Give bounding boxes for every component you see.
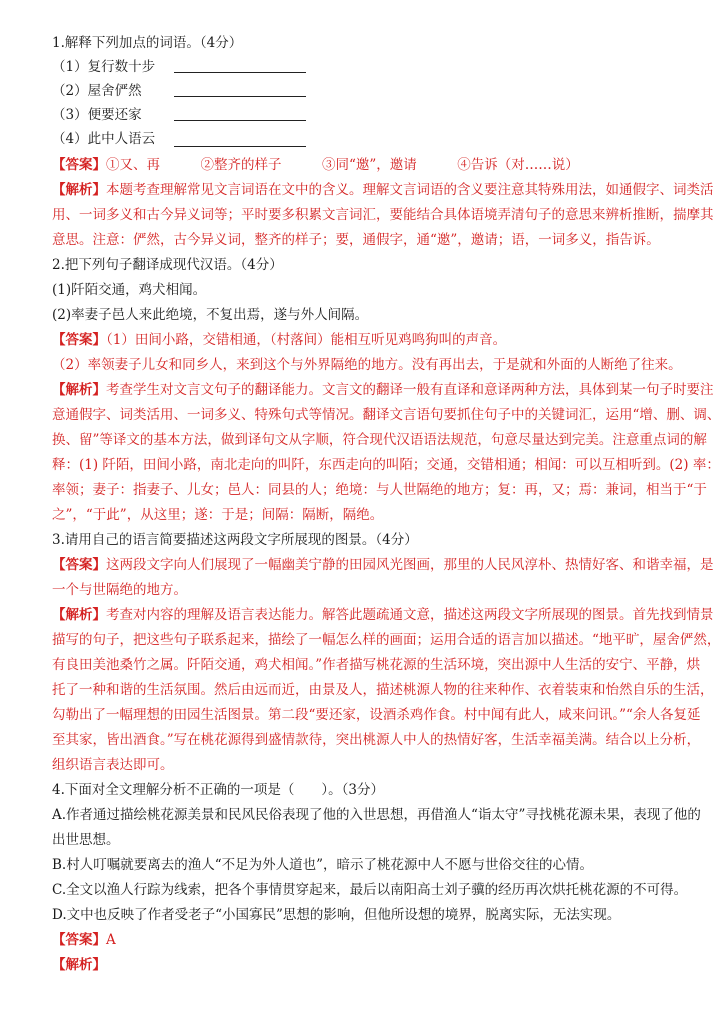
q1-item-2: （2）屋舍俨然 [52,83,142,99]
q2-analysis-line-1: 【解析】考查学生对文言文句子的翻译能力。文言文的翻译一般有直译和意译两种方法，具体到某一句子时要注 [52,382,714,398]
answer-tag: 【答案】 [52,557,106,573]
q4-option-c: C.全文以渔人行踪为线索，把各个事情贯穿起来，最后以南阳高士刘子骥的经历再次烘托桃花源的不可得。 [52,882,688,898]
q3-analysis-line-4: 托了一种和谐的生活氛围。然后由远而近，由景及人，描述桃源人物的往来种作、衣着装束和怡然自乐的生活， [52,682,714,698]
q1-analysis-line-3: 意思。注意：俨然，古今异义词，整齐的样子；要，通假字，通“邀”，邀请；语，一词多义，指告诉。 [52,232,660,248]
q3-analysis-line-1: 【解析】考查对内容的理解及语言表达能力。解答此题疏通文意，描述这两段文字所展现的图景。首先找到情景 [52,607,714,623]
answer-blank-4 [174,146,306,147]
q3-answer-line-1: 【答案】这两段文字向人们展现了一幅幽美宁静的田园风光图画，那里的人民风淳朴、热情好客、和谐幸福，是 [52,557,714,573]
q3-analysis-line-6: 至其家，皆出酒食。”写在桃花源得到盛情款待，突出桃源人中人的热情好客，生活幸福美满。结合以上分析， [52,732,701,748]
q1-item-1: （1）复行数十步 [52,59,156,75]
analysis-tag: 【解析】 [52,957,106,973]
q1-item-3: （3）便要还家 [52,107,142,123]
q2-item-2: (2)率妻子邑人来此绝境，不复出焉，遂与外人间隔。 [52,307,369,323]
analysis-tag: 【解析】 [52,382,106,398]
q3-analysis-line-7: 组织语言表达即可。 [52,757,174,773]
q1-item-4: （4）此中人语云 [52,131,156,147]
q2-analysis-line-4: 释：(1) 阡陌，田间小路，南北走向的叫阡，东西走向的叫陌；交通，交错相通；相闻：可以互相听到。(2) 率： [52,457,720,473]
q3-analysis-line-3: 有良田美池桑竹之属。阡陌交通，鸡犬相闻。”作者描写桃花源的生活环境，突出源中人生活的安宁、平静，烘 [52,657,701,673]
q1-title: 1.解释下列加点的词语。（4分） [52,35,243,51]
answer-tag: 【答案】 [52,157,106,173]
analysis-tag: 【解析】 [52,182,106,198]
q4-analysis [52,954,674,976]
q3-answer-line-2: 一个与世隔绝的地方。 [52,582,187,598]
q4-answer-text: A [106,932,116,948]
answer-blank-1 [174,72,306,73]
q3-analysis-line-2: 描写的句子，把这些句子联系起来，描绘了一幅怎么样的画面；运用合适的语言加以描述。“地平旷，屋舍俨然， [52,632,720,648]
q2-analysis-line-3: 换、留”等译文的基本方法，做到译句文从字顺，符合现代汉语语法规范，句意尽量达到完美。注意重点词的解 [52,432,707,448]
q4-option-b: B.村人叮嘱就要离去的渔人“不足为外人道也”，暗示了桃花源中人不愿与世俗交往的心情。 [52,857,594,873]
q1-answer-text: ①又、再 ②整齐的样子 ③同“邀”，邀请 ④告诉（对……说） [106,157,579,173]
q4-option-a-line-1: A.作者通过描绘桃花源美景和民风民俗表现了他的入世思想，再借渔人“诣太守”寻找桃花源未果，表现了他的 [52,807,701,823]
answer-tag: 【答案】 [52,932,106,948]
q4-option-a-line-2: 出世思想。 [52,832,120,848]
q2-title: 2.把下列句子翻译成现代汉语。（4分） [52,257,283,273]
q1-analysis-line-1: 【解析】本题考查理解常见文言词语在文中的含义。理解文言词语的含义要注意其特殊用法，如通假字、词类活 [52,182,714,198]
answer-blank-3 [174,120,306,121]
q2-answer-line-2: （2）率领妻子儿女和同乡人，来到这个与外界隔绝的地方。没有再出去，于是就和外面的人断绝了往来。 [52,357,682,373]
answer-tag: 【答案】 [52,332,106,348]
q4-title: 4.下面对全文理解分析不正确的一项是（ ）。（3分） [52,782,384,798]
q4-answer [52,929,674,951]
q1-analysis-line-2: 用、一词多义和古今异义词等；平时要多积累文言词汇，要能结合具体语境弄清句子的意思来辨析推断，揣摩其 [52,207,714,223]
answer-blank-2 [174,96,306,97]
q2-analysis-line-6: 之”，“于此”，从这里；遂：于是；间隔：隔断，隔绝。 [52,507,384,523]
q3-title: 3.请用自己的语言简要描述这两段文字所展现的图景。（4分） [52,532,418,548]
q4-option-d: D.文中也反映了作者受老子“小国寡民”思想的影响，但他所设想的境界，脱离实际，无法实现。 [52,907,621,923]
q2-item-1: (1)阡陌交通，鸡犬相闻。 [52,282,207,298]
analysis-tag: 【解析】 [52,607,106,623]
q3-analysis-line-5: 勾勒出了一幅理想的田园生活图景。第二段“要还家，设酒杀鸡作食。村中闻有此人，咸来问讯。”“余人各复延 [52,707,701,723]
q2-analysis-line-5: 率领；妻子：指妻子、儿女；邑人：同县的人；绝境：与人世隔绝的地方；复：再，又；焉：兼词，相当于“于 [52,482,707,498]
q1-answer [52,154,674,176]
q2-analysis-line-2: 意通假字、词类活用、一词多义、特殊句式等情况。翻译文言语句要抓住句子中的关键词汇，运用“增、删、调、 [52,407,720,423]
q2-answer-line-1: 【答案】（1）田间小路，交错相通，（村落间）能相互听见鸡鸣狗叫的声音。 [52,332,507,348]
